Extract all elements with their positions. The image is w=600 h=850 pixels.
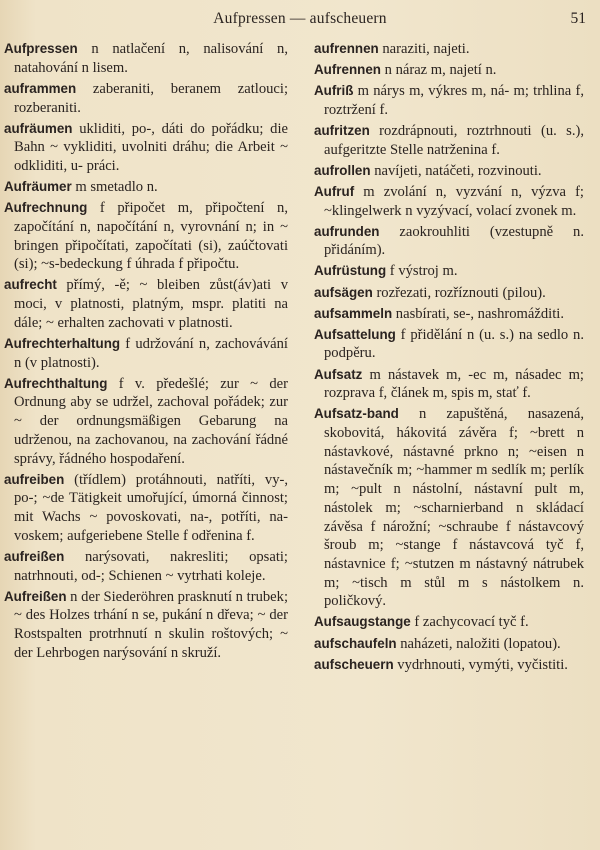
- entry-definition: m zvolání n, vyzvání n, výzva f; ~klingelwerk n vyzývací, volací zvonek m.: [324, 183, 584, 219]
- entry-headword: Aufsaugstange: [314, 614, 411, 630]
- dictionary-entry: [314, 284, 584, 303]
- entry-headword: aufsammeln: [314, 305, 393, 321]
- entry-headword: aufscheuern: [314, 656, 394, 672]
- dictionary-entry: [4, 588, 288, 663]
- dictionary-entry: [4, 120, 288, 176]
- left-column: [4, 40, 288, 665]
- dictionary-entry: [4, 548, 288, 585]
- dictionary-entry: [314, 162, 584, 181]
- dictionary-entry: [314, 635, 584, 654]
- entry-definition: zaokrouhliti (vzestupně n. přidáním).: [324, 223, 584, 259]
- entry-headword: Aufpressen: [4, 41, 78, 56]
- entry-headword: Aufrennen: [314, 62, 381, 78]
- dictionary-entry: [314, 122, 584, 159]
- entry-headword: aufrollen: [314, 162, 371, 178]
- entry-definition: naraziti, najeti.: [378, 41, 470, 57]
- right-column: [314, 40, 584, 677]
- entry-headword: auframmen: [4, 80, 77, 96]
- entry-headword: Aufreißen: [4, 588, 67, 604]
- dictionary-entry: [4, 276, 288, 332]
- dictionary-entry: [314, 656, 584, 675]
- running-head: Aufpressen — aufscheuern: [213, 10, 387, 27]
- entry-definition: m nástavek m, -ec m, násadec m; rozprava f, článek m, spis m, stať f.: [324, 366, 584, 402]
- entry-headword: aufreißen: [4, 548, 65, 564]
- entry-definition: n natlačení n, nalisování n, natahování n lisem.: [14, 41, 288, 76]
- entry-headword: aufrecht: [4, 277, 57, 293]
- entry-definition: n náraz m, najetí n.: [380, 62, 497, 79]
- page-number: 51: [570, 10, 586, 27]
- dictionary-entry: [4, 40, 288, 77]
- entry-definition: m nárys m, výkres m, ná- m; trhlina f, roztržení f.: [324, 83, 584, 118]
- dictionary-entry: [4, 178, 288, 197]
- entry-headword: Aufrechterhaltung: [4, 335, 121, 351]
- dictionary-entry: [314, 405, 584, 611]
- entry-definition: f přidělání n (u. s.) na sedlo n. podpěru.: [324, 326, 584, 362]
- entry-definition: narýsovati, nakresliti; opsati; natrhnouti, od-; Schienen ~ vytrhati koleje.: [14, 548, 288, 584]
- entry-definition: vydrhnouti, vymýti, vyčistiti.: [393, 656, 568, 673]
- entry-definition: f udržování n, zachovávání n (v platnosti).: [14, 335, 288, 371]
- entry-headword: Aufsatz: [314, 366, 363, 382]
- entry-definition: přímý, -ě; ~ bleiben zůst(áv)ati v moci, v platnosti, platným, mspr. platiti na dále; ~ erhalten zachovati v platnosti.: [14, 277, 288, 331]
- entry-headword: Aufriß: [314, 83, 354, 99]
- entry-definition: f v. předešlé; zur ~ der Ordnung aby se udržel, zachoval pořádek; zur ~ der ordnungsmäßigen Gebarung na udrženou, na zachovanou, na zachování řádné správy, řádného hospodaření.: [14, 375, 288, 467]
- entry-definition: rozdrápnouti, roztrhnouti (u. s.), aufgeritzte Stelle natrženina f.: [324, 122, 584, 158]
- entry-definition: nasbírati, se-, nashromážditi.: [392, 305, 564, 322]
- entry-headword: Aufrechthaltung: [4, 375, 108, 391]
- entry-definition: naházeti, naložiti (lopatou).: [396, 635, 561, 652]
- dictionary-entry: [4, 471, 288, 546]
- entry-definition: f připočet m, připočtení n, započítání n, napočítání n, vyrovnání n; in ~ bringen připočítati, započítati (si), zaúčtovati (si); ~s-bedeckung f úhrada f připočtu.: [14, 200, 288, 273]
- entry-headword: Aufsattelung: [314, 326, 396, 342]
- entry-definition: n zapuštěná, nasazená, skobovitá, hákovitá závěra f; ~brett n nástavkové, nástavné prkno n; ~eisen n nástavečník m; ~hammer m sedlík m; perlík m; ~pult n nástolní, nástavní pult m, nástolek m; ~scharnierband n skládací závěsa f nárožní; ~schraube f nástavcový šroub m; ~stange f nástavcová tyč f, nástavnice f; ~stutzen m nástavný nátrubek m; ~tisch m stůl m s nástolkem n. poličkový.: [324, 406, 584, 610]
- entry-headword: Aufruf: [314, 183, 355, 199]
- entry-headword: Aufsatz-band: [314, 406, 399, 422]
- dictionary-entry: [4, 199, 288, 274]
- entry-headword: aufreiben: [4, 471, 65, 487]
- dictionary-entry: [314, 183, 584, 220]
- entry-definition: f zachycovací tyč f.: [410, 614, 529, 631]
- dictionary-entry: [314, 82, 584, 119]
- entry-definition: f výstroj m.: [386, 263, 458, 280]
- entry-headword: Aufräumer: [4, 179, 72, 195]
- entry-headword: aufritzen: [314, 122, 370, 138]
- entry-headword: aufrennen: [314, 41, 379, 56]
- entry-definition: navíjeti, natáčeti, rozvinouti.: [370, 162, 542, 179]
- dictionary-entry: [314, 223, 584, 260]
- entry-headword: Aufrüstung: [314, 263, 387, 279]
- entry-headword: aufsägen: [314, 284, 373, 300]
- dictionary-entry: [314, 613, 584, 632]
- dictionary-entry: [314, 366, 584, 403]
- dictionary-entry: [314, 326, 584, 363]
- entry-definition: n der Siederöhren prasknutí n trubek; ~ des Holzes trhání n se, pukání n dřeva; ~ der Rostspalten protrhnutí n skulin roštových; ~ der Lehrbogen narýsování n skruží.: [14, 588, 288, 661]
- dictionary-entry: [314, 262, 584, 281]
- entry-definition: ukliditi, po-, dáti do pořádku; die Bahn ~ vykliditi, uvolniti dráhu; die Arbeit ~ odkliditi, u- práci.: [14, 120, 288, 174]
- dictionary-entry: [314, 61, 584, 80]
- entry-headword: aufräumen: [4, 120, 73, 136]
- entry-headword: Aufrechnung: [4, 200, 88, 216]
- dictionary-entry: [4, 335, 288, 372]
- entry-definition: rozřezati, rozříznouti (pilou).: [372, 284, 546, 301]
- dictionary-entry: [314, 40, 584, 59]
- entry-definition: m smetadlo n.: [71, 179, 158, 196]
- entry-definition: (třídlem) protáhnouti, natříti, vy-, po-; ~de Tätigkeit umořující, úmorná činnost; mit Wachs ~ povoskovati, na-, potříti, na- voskem; aufgeriebene Stelle f odřenina f.: [14, 471, 288, 544]
- dictionary-entry: [4, 375, 288, 469]
- dictionary-entry: [4, 80, 288, 117]
- entry-headword: aufschaufeln: [314, 635, 397, 651]
- dictionary-entry: [314, 305, 584, 324]
- entry-definition: zaberaniti, beranem zatlouci; rozberaniti.: [14, 80, 288, 116]
- page-header: [0, 8, 600, 34]
- entry-headword: aufrunden: [314, 223, 380, 239]
